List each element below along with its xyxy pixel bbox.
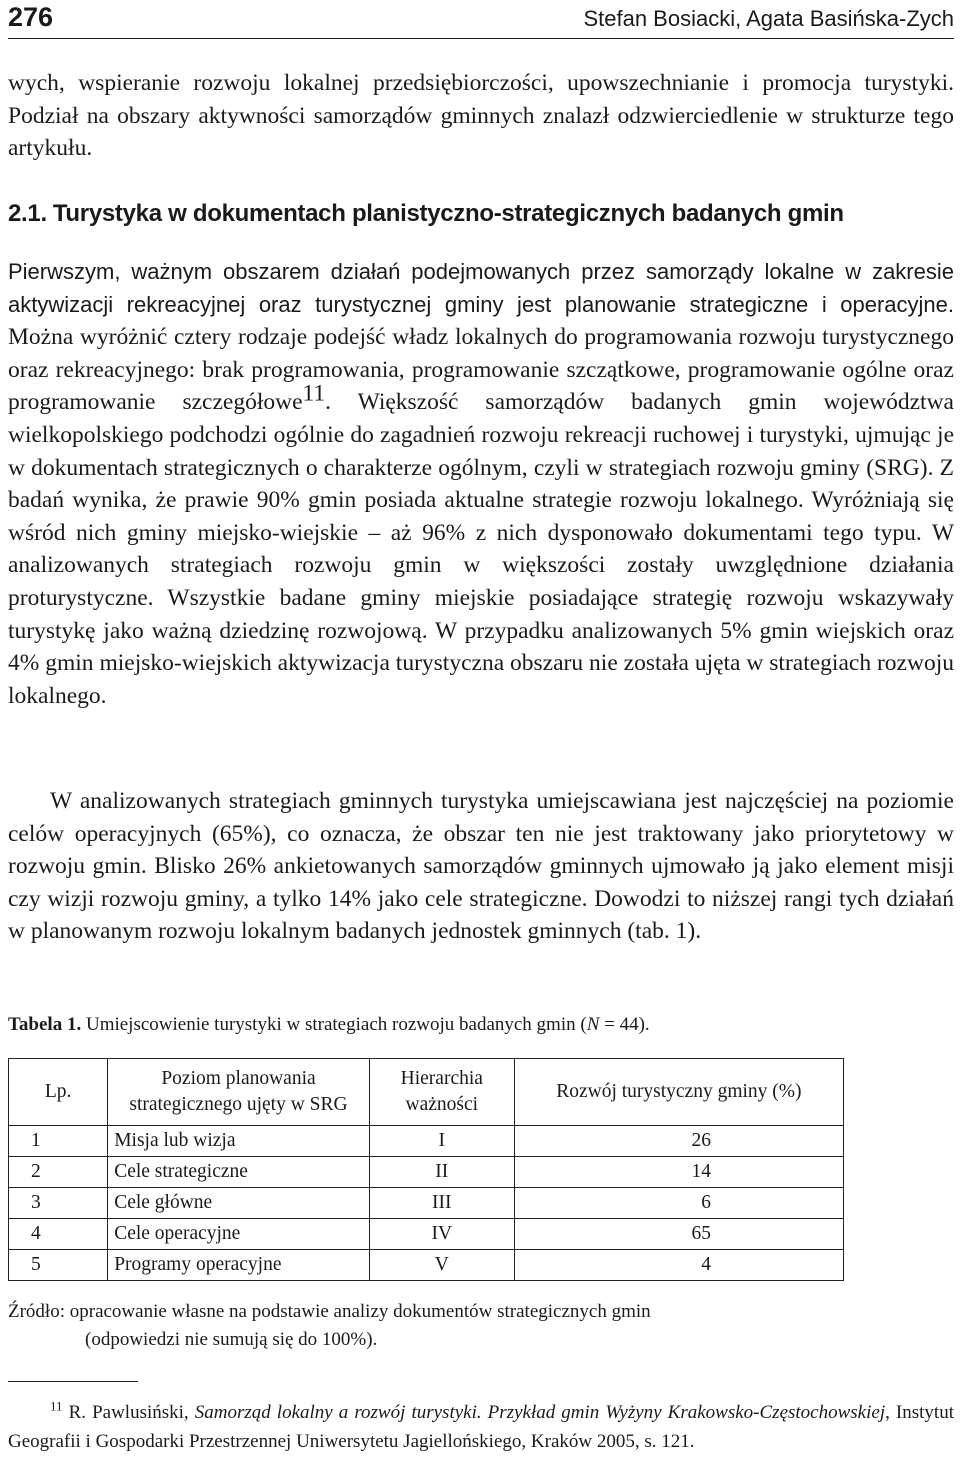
header-rank-line1: Hierarchia (400, 1068, 483, 1089)
cell-level: Cele operacyjne (108, 1219, 370, 1250)
cell-share: 6 (514, 1188, 843, 1219)
cell-rank: I (369, 1126, 514, 1157)
table-source-line2: (odpowiedzi nie sumują się do 100%). (85, 1329, 378, 1350)
table-caption-n: N (586, 1014, 600, 1035)
table-caption-label: Tabela 1. (8, 1014, 82, 1035)
cell-level: Cele strategiczne (108, 1157, 370, 1188)
cell-rank: II (369, 1157, 514, 1188)
cell-rank: V (369, 1250, 514, 1281)
footnote-rest: , Instytut Geografii i Gospodarki Przestrzennej Uniwersytetu Jagiellońskiego, Kraków 2005, s. 121. (8, 1402, 954, 1452)
cell-lp: 4 (9, 1219, 108, 1250)
header-rank (369, 1059, 514, 1126)
section-number: 2.1. (8, 200, 47, 227)
footnote-number: 11 (50, 1398, 63, 1414)
running-head-authors: Stefan Bosiacki, Agata Basińska-Zych (583, 6, 954, 31)
paragraph-1-part-a: Można wyróżnić cztery rodzaje podejść władz lokalnych do programowania rozwoju turystycznego oraz rekreacyjnego: brak programowania, programowanie szczątkowe, programowanie ogólne oraz programowanie szczegółowe (8, 324, 954, 416)
table-source-line1: Źródło: opracowanie własne na podstawie analizy dokumentów strategicznych gmin (8, 1301, 651, 1322)
footnote-ref: 11 (302, 381, 326, 408)
table-caption (8, 1014, 954, 1036)
page-number: 276 (8, 2, 54, 32)
table-row (9, 1188, 844, 1219)
running-header (8, 2, 954, 39)
table-caption-end: = 44). (599, 1014, 650, 1035)
cell-lp: 1 (9, 1126, 108, 1157)
paragraph-2: W analizowanych strategiach gminnych turystyka umiejscawiana jest najczęściej na poziomie celów operacyjnych (65%), co oznacza, że obszar ten nie jest traktowany jako priorytetowy w rozwoju gmin. Blisko 26% ankietowanych samorządów gminnych ujmowało ją jako element misji czy wizji rozwoju gminy, a tylko 14% jako cele strategiczne. Dowodzi to niższej rangi tych działań w planowanym rozwoju lokalnym badanych jednostek gminnych (tab. 1). (8, 788, 954, 945)
header-rank-line2: ważności (405, 1094, 479, 1115)
table-row (9, 1126, 844, 1157)
paragraph-1-part-b: . Większość samorządów badanych gmin województwa wielkopolskiego podchodzi ogólnie do zagadnień rozwoju rekreacji ruchowej i turystyki, ujmując je w dokumentach strategicznych o charakterze ogólnym, czyli w strategiach rozwoju gminy (SRG). Z badań wynika, że prawie 90% gmin posiada aktualne strategie rozwoju lokalnego. Wyróżniają się wśród nich gminy miejsko-wiejskie – aż 96% z nich dysponowało dokumentami tego typu. W analizowanych strategiach rozwoju gmin w większości zostały uwzględnione działania proturystyczne. Wszystkie badane gminy miejskie posiadające strategię rozwoju wskazywały turystykę jako ważną dziedzinę rozwojową. W przypadku analizowanych 5% gmin wiejskich oraz 4% gmin miejsko-wiejskich aktywizacja turystyczna obszaru nie została ujęta w strategiach rozwoju lokalnego. (8, 389, 954, 709)
footnote-author: R. Pawlusiński, (62, 1402, 195, 1423)
cell-share: 14 (514, 1157, 843, 1188)
section-heading (8, 200, 954, 228)
footnote-title: Samorząd lokalny a rozwój turystyki. Przykład gmin Wyżyny Krakowsko-Częstochowskiej (194, 1402, 886, 1423)
cell-lp: 2 (9, 1157, 108, 1188)
cell-share: 4 (514, 1250, 843, 1281)
header-share: Rozwój turystyczny gminy (%) (514, 1059, 843, 1126)
cell-level: Programy operacyjne (108, 1250, 370, 1281)
paragraph-1-sans-part: Pierwszym, ważnym obszarem działań podejmowanych przez samorządy lokalne w zakresie aktywizacji rekreacyjnej oraz turystycznej gminy jest planowanie strategiczne i operacyjne. (8, 259, 954, 317)
cell-share: 65 (514, 1219, 843, 1250)
data-table (8, 1058, 844, 1281)
footnote-divider (8, 1381, 138, 1382)
table-header-row (9, 1059, 844, 1126)
cell-level: Misja lub wizja (108, 1126, 370, 1157)
header-level-line2: strategicznego ujęty w SRG (129, 1094, 348, 1115)
cell-lp: 5 (9, 1250, 108, 1281)
header-level-line1: Poziom planowania (161, 1068, 316, 1089)
footnote (8, 1398, 954, 1456)
header-lp: Lp. (9, 1059, 108, 1126)
table-row (9, 1250, 844, 1281)
paragraph-1 (8, 256, 954, 712)
table-source (8, 1298, 954, 1354)
table-row (9, 1157, 844, 1188)
lead-paragraph: wych, wspieranie rozwoju lokalnej przedsiębiorczości, upowszechnianie i promocja turystyki. Podział na obszary aktywności samorządów gminnych znalazł odzwierciedlenie w strukturze tego artykułu. (8, 70, 954, 162)
cell-share: 26 (514, 1126, 843, 1157)
table-row (9, 1219, 844, 1250)
cell-rank: III (369, 1188, 514, 1219)
header-level (108, 1059, 370, 1126)
table-caption-text: Umiejscowienie turystyki w strategiach rozwoju badanych gmin ( (81, 1014, 587, 1035)
section-title: Turystyka w dokumentach planistyczno-strategicznych badanych gmin (52, 200, 844, 227)
cell-lp: 3 (9, 1188, 108, 1219)
cell-rank: IV (369, 1219, 514, 1250)
cell-level: Cele główne (108, 1188, 370, 1219)
